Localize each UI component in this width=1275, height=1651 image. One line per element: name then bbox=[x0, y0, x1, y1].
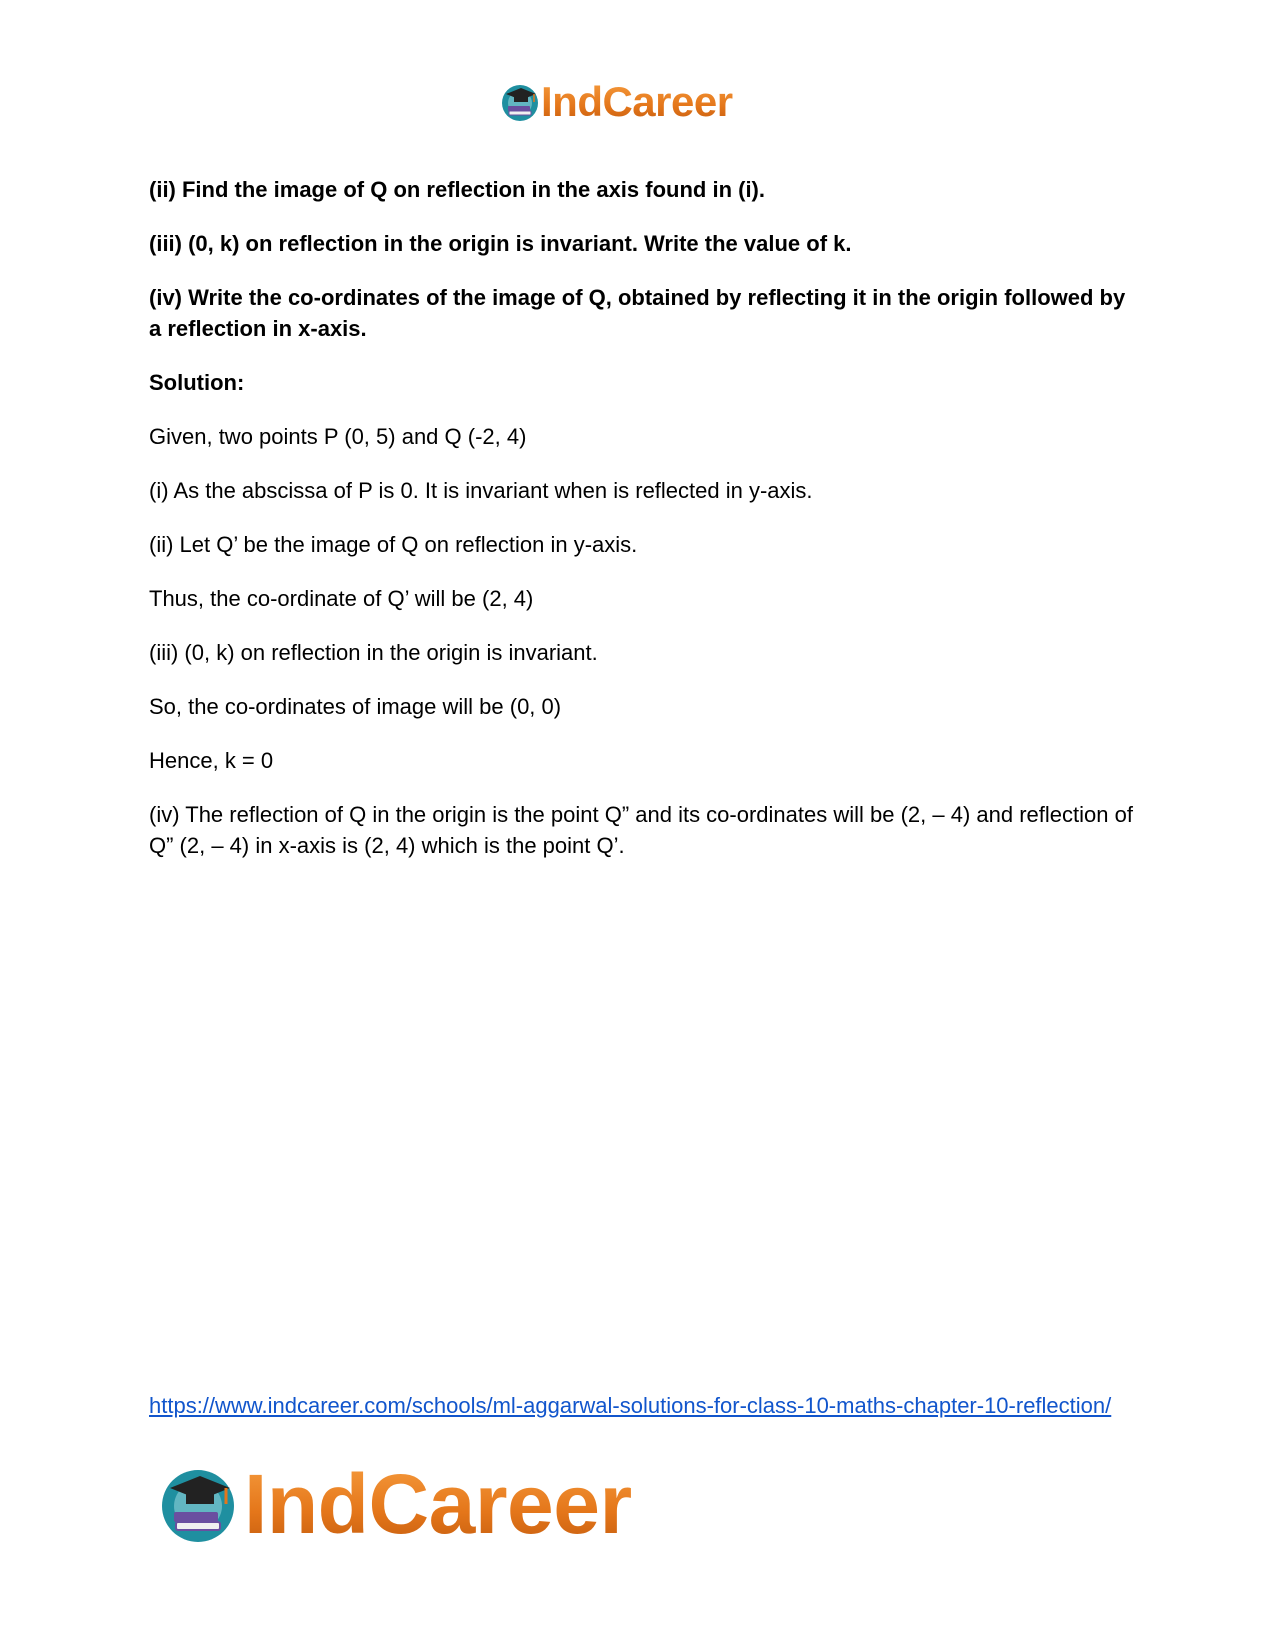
question-ii: (ii) Find the image of Q on reflection in the axis found in (i). bbox=[149, 177, 765, 202]
solution-part-ii: (ii) Let Q’ be the image of Q on reflection in y-axis. bbox=[149, 532, 638, 557]
solution-part-iii: (iii) (0, k) on reflection in the origin is invariant. bbox=[149, 640, 598, 665]
footer-logo bbox=[158, 1459, 632, 1549]
solution-given: Given, two points P (0, 5) and Q (-2, 4) bbox=[149, 424, 527, 449]
document-body bbox=[149, 174, 1139, 884]
solution-part-i: (i) As the abscissa of P is 0. It is invariant when is reflected in y-axis. bbox=[149, 478, 813, 503]
footer-logo-wordmark: IndCareer bbox=[244, 1457, 632, 1551]
solution-part-ii-result: Thus, the co-ordinate of Q’ will be (2, 4) bbox=[149, 586, 534, 611]
indcareer-logo-icon bbox=[158, 1464, 238, 1544]
logo-wordmark: IndCareer bbox=[541, 78, 733, 125]
question-iii: (iii) (0, k) on reflection in the origin is invariant. Write the value of k. bbox=[149, 231, 852, 256]
solution-part-iii-image: So, the co-ordinates of image will be (0, 0) bbox=[149, 694, 562, 719]
header-logo bbox=[500, 78, 733, 126]
solution-part-iv: (iv) The reflection of Q in the origin is the point Q” and its co-ordinates will be (2, – 4) and reflection of Q” (2, – 4) in x-axis is (2, 4) which is the point Q’. bbox=[149, 802, 1133, 858]
solution-heading: Solution: bbox=[149, 370, 245, 395]
question-iv: (iv) Write the co-ordinates of the image of Q, obtained by reflecting it in the origin followed by a reflection in x-axis. bbox=[149, 285, 1126, 341]
indcareer-logo-icon bbox=[500, 82, 540, 122]
solution-part-iii-result: Hence, k = 0 bbox=[149, 748, 274, 773]
source-url-link[interactable]: https://www.indcareer.com/schools/ml-aggarwal-solutions-for-class-10-maths-chapter-10-reflection/ bbox=[149, 1393, 1112, 1418]
